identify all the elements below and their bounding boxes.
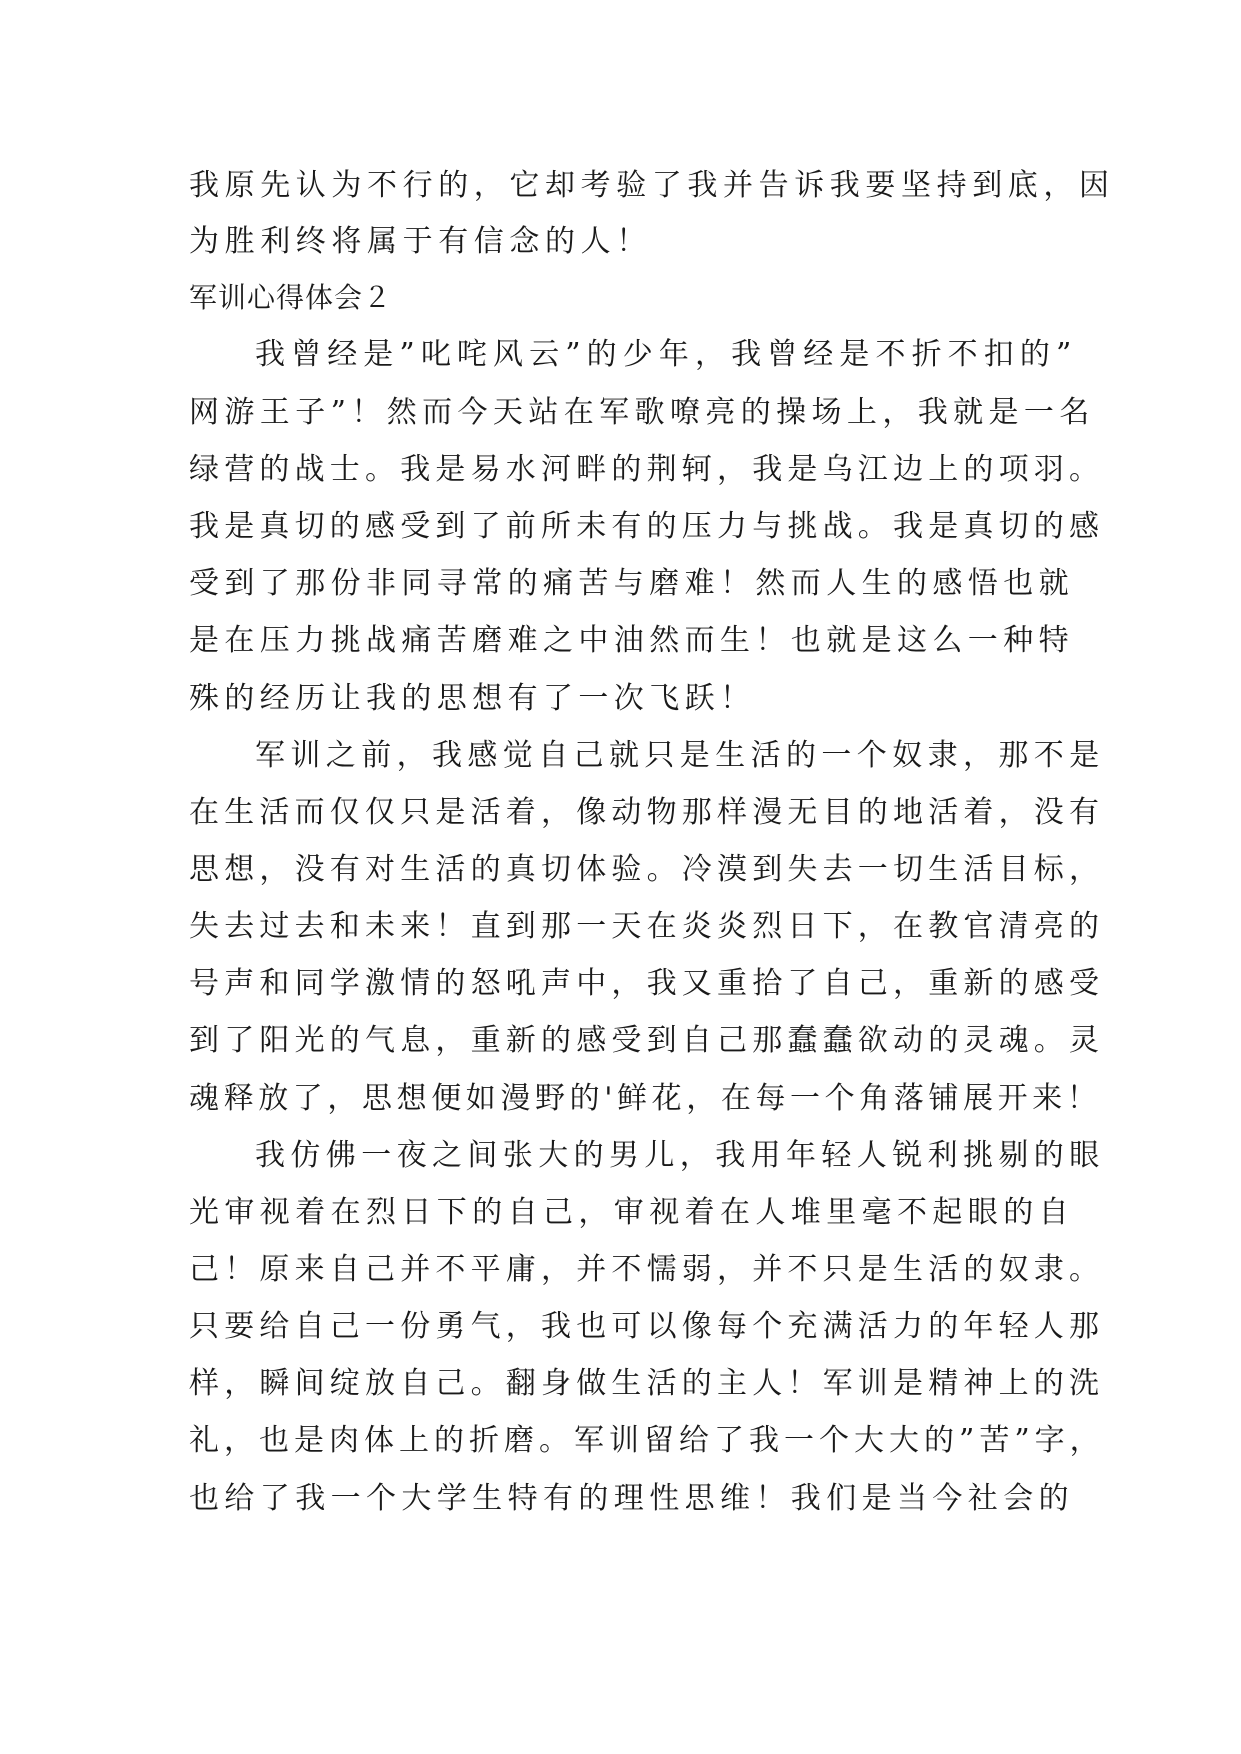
- text-line: 样，瞬间绽放自己。翻身做生活的主人！军训是精神上的洗: [189, 1366, 1105, 1401]
- text-line: 号声和同学激情的怒吼声中，我又重拾了自己，重新的感受: [189, 966, 1105, 1001]
- text-line: 礼，也是肉体上的折磨。军训留给了我一个大大的”苦”字，: [189, 1423, 1105, 1458]
- paragraph-first-line: 军训之前，我感觉自己就只是生活的一个奴隶，那不是: [255, 738, 1105, 773]
- text-line: 为胜利终将属于有信念的人！: [189, 224, 652, 259]
- text-line: 殊的经历让我的思想有了一次飞跃！: [189, 681, 756, 716]
- text-line: 在生活而仅仅只是活着，像动物那样漫无目的地活着，没有: [189, 795, 1105, 830]
- paragraph-first-line: 我曾经是”叱咤风云”的少年，我曾经是不折不扣的”: [255, 337, 1078, 372]
- text-line: 我是真切的感受到了前所未有的压力与挑战。我是真切的感: [189, 509, 1105, 544]
- text-line: 光审视着在烈日下的自己，审视着在人堆里毫不起眼的自: [189, 1195, 1074, 1230]
- text-line: 己！原来自己并不平庸，并不懦弱，并不只是生活的奴隶。: [189, 1252, 1105, 1287]
- text-line: 失去过去和未来！直到那一天在炎炎烈日下，在教官清亮的: [189, 909, 1105, 944]
- text-line: 到了阳光的气息，重新的感受到自己那蠢蠢欲动的灵魂。灵: [189, 1023, 1105, 1058]
- text-line: 思想，没有对生活的真切体验。冷漠到失去一切生活目标，: [189, 852, 1105, 887]
- text-line: 网游王子”！然而今天站在军歌嘹亮的操场上，我就是一名: [189, 395, 1095, 430]
- text-line: 只要给自己一份勇气，我也可以像每个充满活力的年轻人那: [189, 1309, 1105, 1344]
- text-line: 受到了那份非同寻常的痛苦与磨难！然而人生的感悟也就: [189, 566, 1074, 601]
- text-line: 魂释放了，思想便如漫野的'鲜花，在每一个角落铺展开来！: [189, 1081, 1102, 1116]
- text-line: 是在压力挑战痛苦磨难之中油然而生！也就是这么一种特: [189, 623, 1074, 658]
- text-line: 绿营的战士。我是易水河畔的荆轲，我是乌江边上的项羽。: [189, 452, 1105, 487]
- text-line: 我原先认为不行的，它却考验了我并告诉我要坚持到底，因: [189, 168, 1115, 203]
- text-line: 也给了我一个大学生特有的理性思维！我们是当今社会的: [189, 1481, 1074, 1516]
- paragraph-first-line: 我仿佛一夜之间张大的男儿，我用年轻人锐利挑剔的眼: [255, 1138, 1105, 1173]
- section-title: 军训心得体会２: [189, 281, 393, 314]
